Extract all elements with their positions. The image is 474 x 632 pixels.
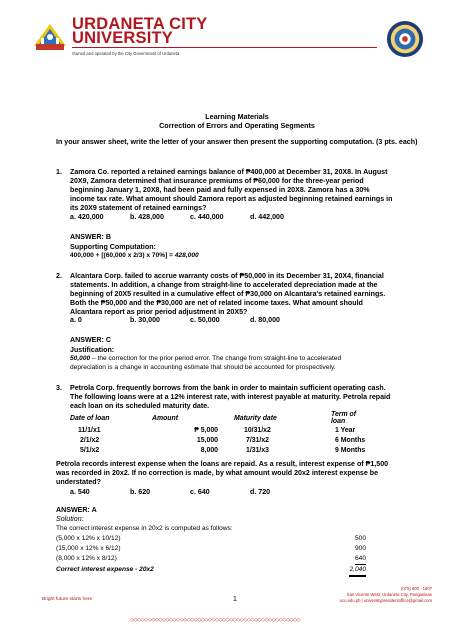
solution-block <box>56 524 366 577</box>
table-header: Maturity date <box>234 414 277 422</box>
table-cell: 5/1/x2 <box>80 446 100 454</box>
question-2-answer: ANSWER: C <box>70 336 111 344</box>
footer-decoration: ◇◇◇◇◇◇◇◇◇◇◇◇◇◇◇◇◇◇◇◇◇◇◇◇◇◇◇◇◇◇◇◇◇◇◇◇◇◇◇◇◇◇◇◇◇◇◇◇ <box>130 617 301 623</box>
choice-d: d. 720 <box>250 488 271 496</box>
solution-total-row <box>56 565 366 577</box>
university-name <box>72 17 208 45</box>
table-header: Amount <box>152 414 179 422</box>
header-tagline: Owned and operated by the City Government of Urdaneta <box>72 51 180 56</box>
solution-intro: The correct interest expense in 20x2 is computed as follows: <box>56 525 233 532</box>
choice-c: c. 440,000 <box>190 213 224 221</box>
choice-a: a. 420,000 <box>70 213 104 221</box>
solution-row-value: 900 <box>354 545 366 552</box>
question-2-text <box>70 272 430 317</box>
university-name-line1: URDANETA CITY <box>72 15 208 33</box>
choice-b: b. 428,000 <box>130 213 164 221</box>
question-1-line: income tax rate. What amount should Zamora report as adjusted beginning retained earnings in <box>70 194 393 203</box>
table-cell: 15,000 <box>196 436 218 444</box>
question-2-line: beginning of 20X5 resulted in a cumulative effect of ₱30,000 on Alcantara's retained earnings. <box>70 289 386 298</box>
choice-c: c. 640 <box>190 488 210 496</box>
question-2-line: Both the ₱50,000 and the ₱30,000 are net of related income taxes. What amount should <box>70 298 363 307</box>
table-cell: 6 Months <box>335 436 366 444</box>
question-3-line: Petrola Corp. frequently borrows from the bank in order to maintain sufficient operating cash. <box>70 384 386 392</box>
table-cell: ₱ 5,000 <box>194 426 218 434</box>
justification-amount: 50,000 <box>70 355 91 362</box>
question-2-choices <box>70 316 280 325</box>
instructions: In your answer sheet, write the letter of your answer then present the supporting computation. (3 pts. each) <box>56 138 418 146</box>
footer-web: ucu.edu.ph | universitypresidentoffice@gmail.com <box>339 598 432 603</box>
followup-line: Petrola records interest expense when the loans are repaid. As a result, interest expense of ₱1,500 <box>56 460 389 468</box>
question-3-number: 3. <box>56 384 62 392</box>
choice-d: d. 442,000 <box>250 213 284 221</box>
choice-a: a. 0 <box>70 316 82 324</box>
question-3-choices <box>70 488 270 497</box>
question-1-answer: ANSWER: B <box>70 233 111 241</box>
solution-row-label: (8,000 x 12% x 8/12) <box>56 555 117 562</box>
question-2-line: Alcantara Corp. failed to accrue warranty costs of ₱50,000 in its December 31, 20X4, financial <box>70 272 384 280</box>
solution-total-value: 2,040 <box>349 565 366 577</box>
choice-c: c. 50,000 <box>190 316 220 324</box>
document-subtitle: Correction of Errors and Operating Segments <box>159 121 315 130</box>
question-3-line: The following loans were at a 12% interest rate, with interest payable at maturity. Petrola repaid <box>70 392 391 401</box>
solution-row <box>56 534 366 544</box>
footer-address: San Vicente West, Urdaneta City, Pangasinan <box>346 592 432 597</box>
question-1-number: 1. <box>56 168 62 176</box>
loans-table <box>70 411 370 455</box>
question-3-text <box>70 384 430 411</box>
choice-a: a. 540 <box>70 488 90 496</box>
computation-result: 428,000 <box>174 252 199 259</box>
solution-total-label: Correct interest expense - 20x2 <box>56 566 154 573</box>
table-cell: 7/31/x2 <box>246 436 269 444</box>
table-cell: 1 Year <box>335 426 356 434</box>
choice-b: b. 30,000 <box>130 316 160 324</box>
computation-expression: 400,000 + [(60,000 x 2/3) x 70%] = <box>70 252 175 259</box>
footer-slogan: Bright future starts here <box>42 597 93 602</box>
university-name-line2: UNIVERSITY <box>72 29 174 47</box>
question-1-computation <box>70 252 199 261</box>
question-2-justification-label: Justification: <box>70 346 115 354</box>
question-1-line: Zamora Co. reported a retained earnings balance of ₱400,000 at December 31, 20X8. In August <box>70 168 388 176</box>
table-cell: 11/1/x1 <box>78 426 101 434</box>
table-header: Date of loan <box>70 414 110 422</box>
question-1-text <box>70 168 430 213</box>
justification-text: – the correction for the prior period error. The change from straight-line to accelerated <box>90 355 342 362</box>
question-3-followup <box>56 460 436 487</box>
table-cell: 8,000 <box>200 446 218 454</box>
question-1-line: 20X9, Zamora determined that insurance premiums of ₱60,000 for the three-year period <box>70 176 364 185</box>
page-number: 1 <box>233 596 237 603</box>
question-1-support-label: Supporting Computation: <box>70 243 156 251</box>
table-row <box>70 435 370 445</box>
question-3-solution-label: Solution: <box>56 515 84 523</box>
question-2-line: statements. In addition, a change from straight-line to accelerated depreciation made at the <box>70 280 378 289</box>
followup-line: was recorded in 20x2. If no correction is made, by what amount would 20x2 interest expense be <box>56 468 379 477</box>
document-title: Learning Materials <box>205 112 269 121</box>
followup-line: understated? <box>56 477 101 486</box>
table-row <box>70 445 370 455</box>
justification-line-2: depreciation is a change in accounting estimate that should be accounted for prospectively. <box>70 363 336 371</box>
choice-d: d. 80,000 <box>250 316 280 324</box>
table-cell: 10/31/x2 <box>244 426 271 434</box>
question-1-choices <box>70 213 284 222</box>
solution-row-value: 640 <box>355 554 366 565</box>
question-2-line: Alcantara report as prior period adjustment in 20X5? <box>70 307 248 316</box>
question-2-number: 2. <box>56 272 62 280</box>
city-seal <box>386 20 424 58</box>
question-3-line: each loan on its scheduled maturity date. <box>70 401 210 410</box>
table-cell: 9 Months <box>335 446 366 454</box>
solution-row <box>56 544 366 554</box>
table-cell: 1/31/x3 <box>246 446 269 454</box>
solution-row-value: 500 <box>354 535 366 542</box>
header-rule <box>72 47 377 48</box>
table-row <box>70 425 370 435</box>
question-1-line: its 20X9 statement of retained earnings? <box>70 203 207 212</box>
justification-line-1 <box>70 355 430 364</box>
footer-phone: (075) 600 - 1507 <box>401 586 432 591</box>
solution-row <box>56 554 366 565</box>
table-header: Term of loan <box>331 411 357 425</box>
table-header-row <box>70 411 370 425</box>
question-2-justification <box>70 355 430 373</box>
question-1-line: beginning January 1, 20X8, had been paid and fully expensed in 20X8. Zamora has a 30% <box>70 185 370 194</box>
university-logo <box>32 20 68 52</box>
solution-row-label: (5,000 x 12% x 10/12) <box>56 535 121 542</box>
table-cell: 2/1/x2 <box>80 436 100 444</box>
question-3-answer: ANSWER: A <box>56 506 97 514</box>
solution-row-label: (15,000 x 12% x 6/12) <box>56 545 121 552</box>
choice-b: b. 620 <box>130 488 151 496</box>
